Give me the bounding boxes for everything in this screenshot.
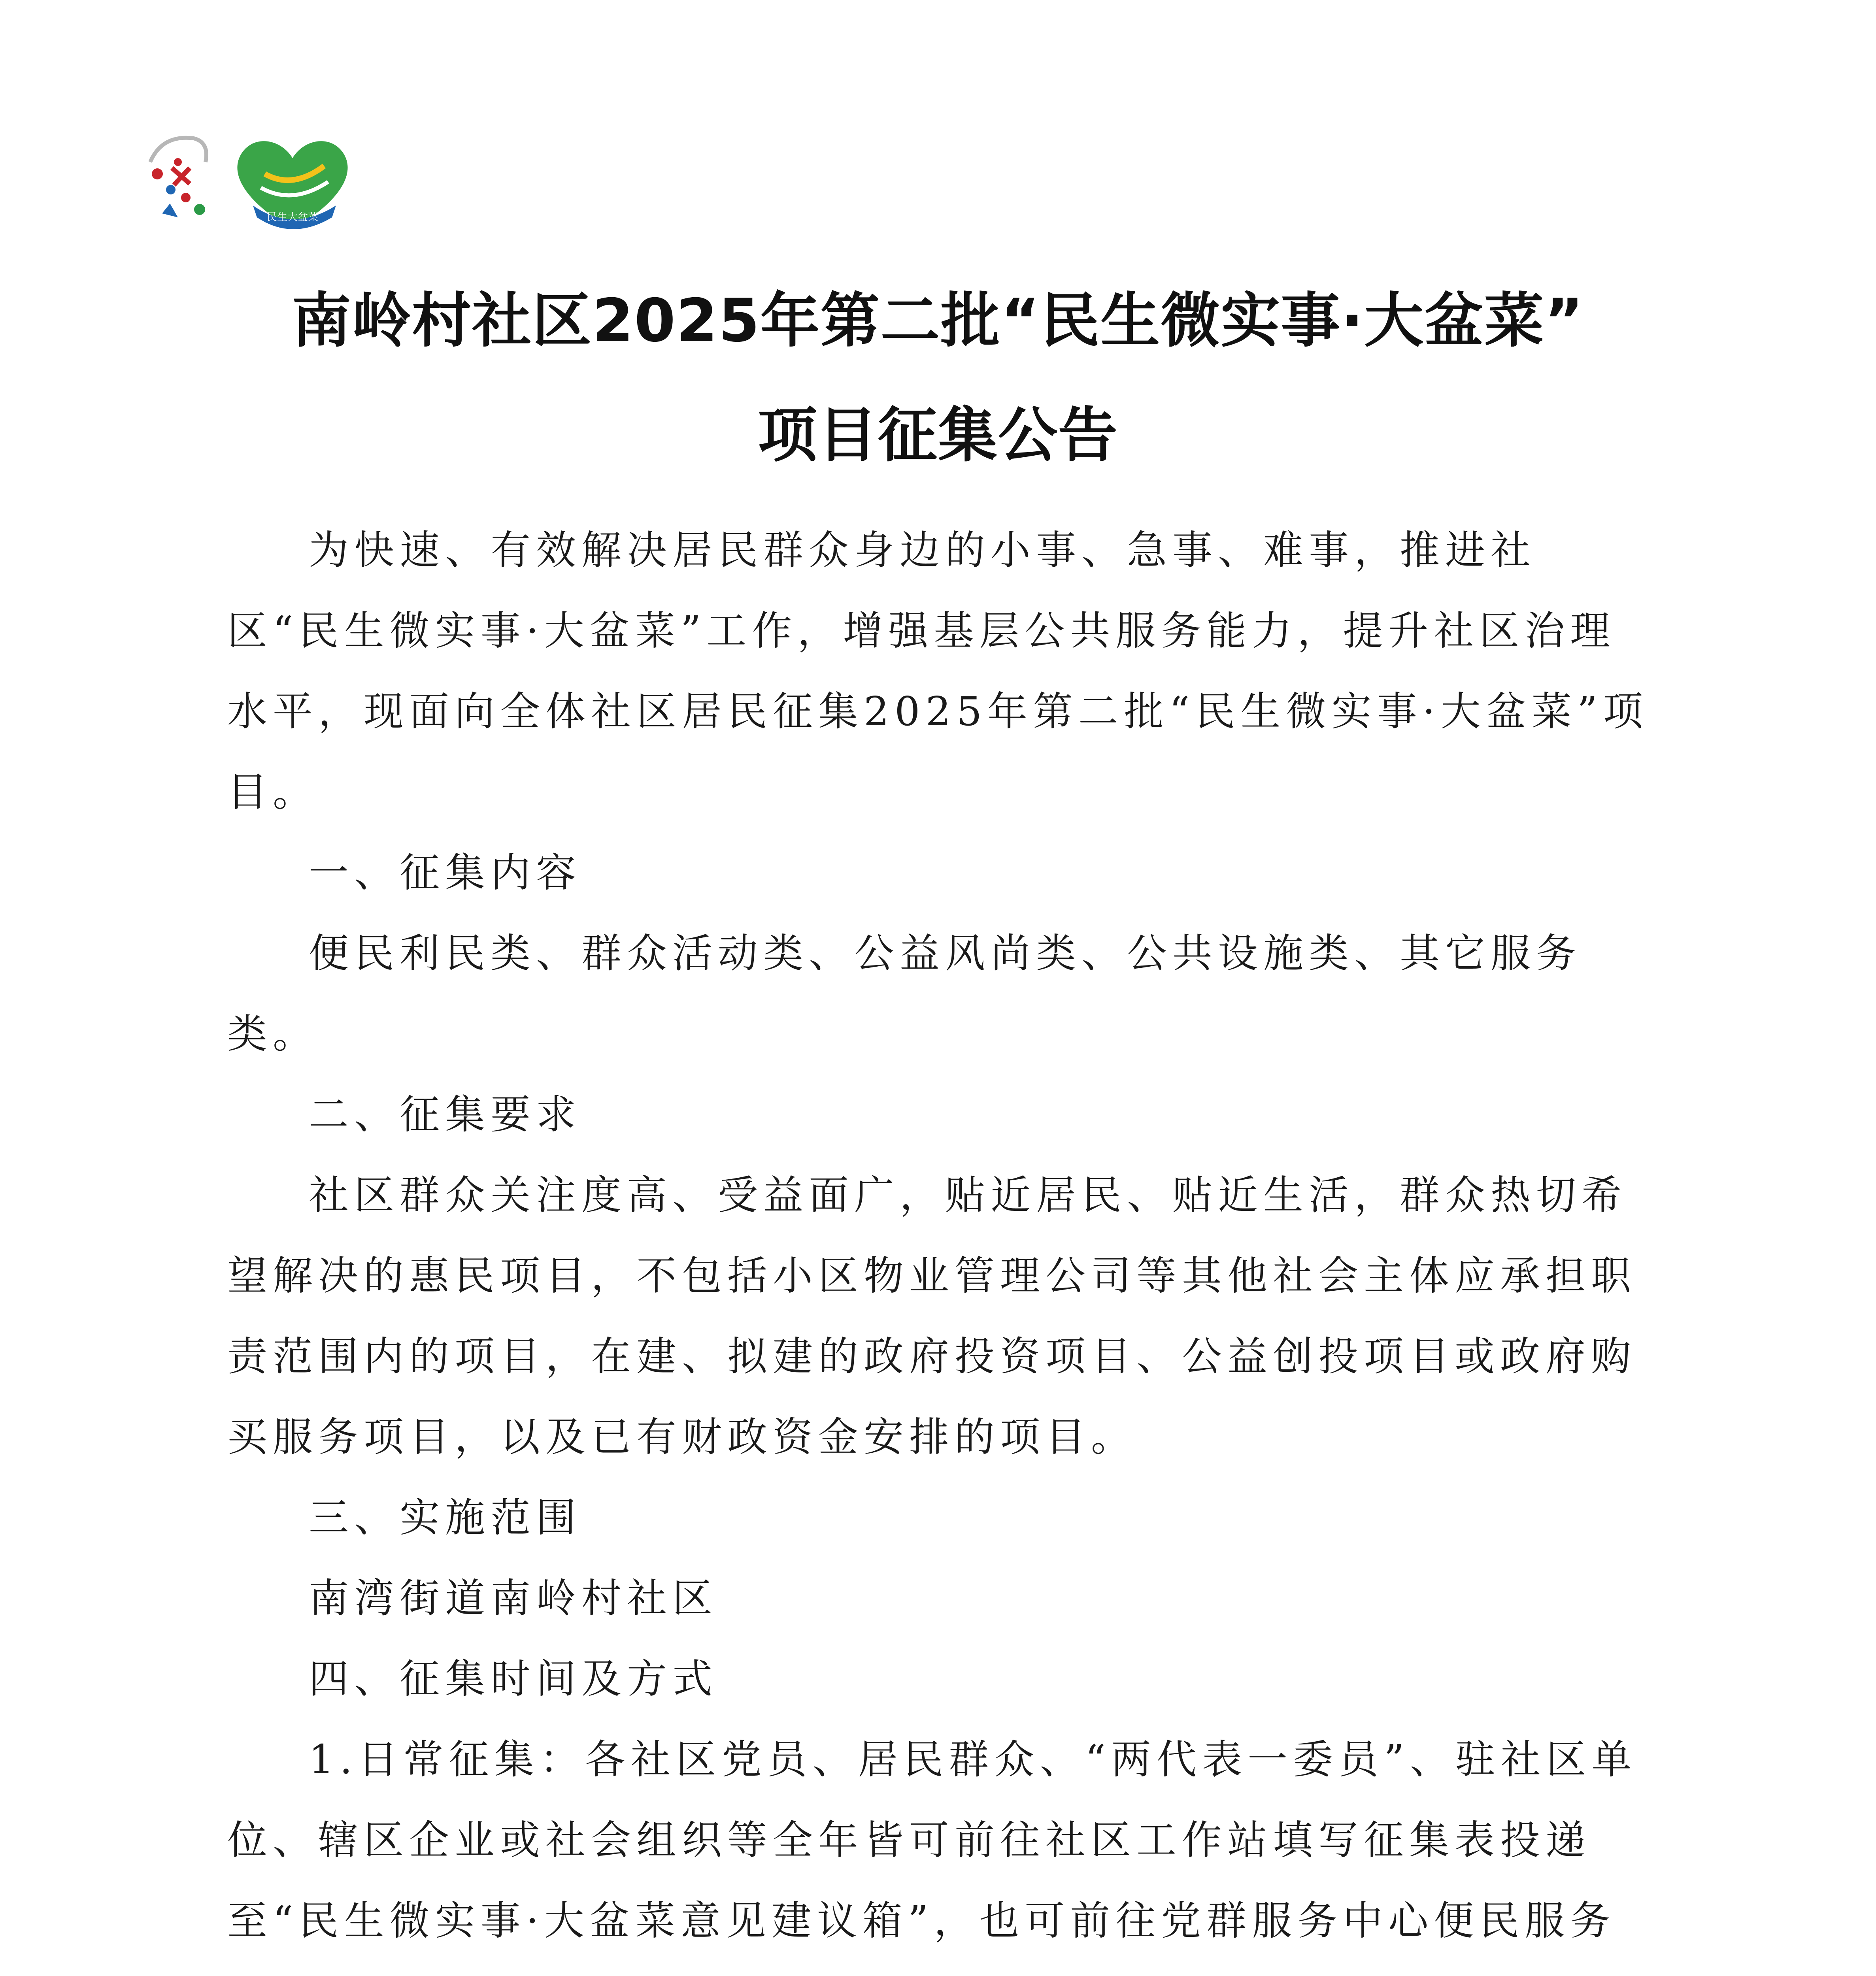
intro-paragraph: 为快速、有效解决居民群众身边的小事、急事、难事，推进社区“民生微实事·大盆菜”工作，增强基层公共服务能力，提升社区治理水平，现面向全体社区居民征集2025年第二批“民生微实事·大盆菜”项目。 xyxy=(227,527,1649,815)
section-2-heading: 二、征集要求 xyxy=(309,1091,582,1138)
section-4-item-1: 1.日常征集：各社区党员、居民群众、“两代表一委员”、驻社区单位、辖区企业或社会组织等全年皆可前往社区工作站填写征集表投递至“民生微实事·大盆菜意见建议箱”，也可前往党群服务中心便民服务 xyxy=(227,1736,1637,1944)
logo-graphic xyxy=(134,115,372,241)
party-emblem-icon xyxy=(150,138,206,217)
section-4-heading: 四、征集时间及方式 xyxy=(309,1655,718,1702)
section-3-heading: 三、实施范围 xyxy=(309,1494,582,1541)
notice-body xyxy=(227,510,1650,1976)
logo-caption: 民生大盆菜 xyxy=(266,211,319,223)
page-title-line-1: 南岭村社区2025年第二批“民生微实事·大盆菜” xyxy=(292,287,1584,355)
header-logos xyxy=(134,115,372,241)
section-1-heading: 一、征集内容 xyxy=(309,849,582,896)
section-3-text: 南湾街道南岭村社区 xyxy=(309,1575,718,1622)
section-1-text: 便民利民类、群众活动类、公益风尚类、公共设施类、其它服务类。 xyxy=(227,930,1582,1057)
page-title-line-2: 项目征集公告 xyxy=(757,401,1118,470)
section-2-text: 社区群众关注度高、受益面广，贴近居民、贴近生活，群众热切希望解决的惠民项目，不包括小区物业管理公司等其他社会主体应承担职责范围内的项目，在建、拟建的政府投资项目、公益创投项目或政府购买服务项目，以及已有财政资金安排的项目。 xyxy=(227,1172,1637,1460)
